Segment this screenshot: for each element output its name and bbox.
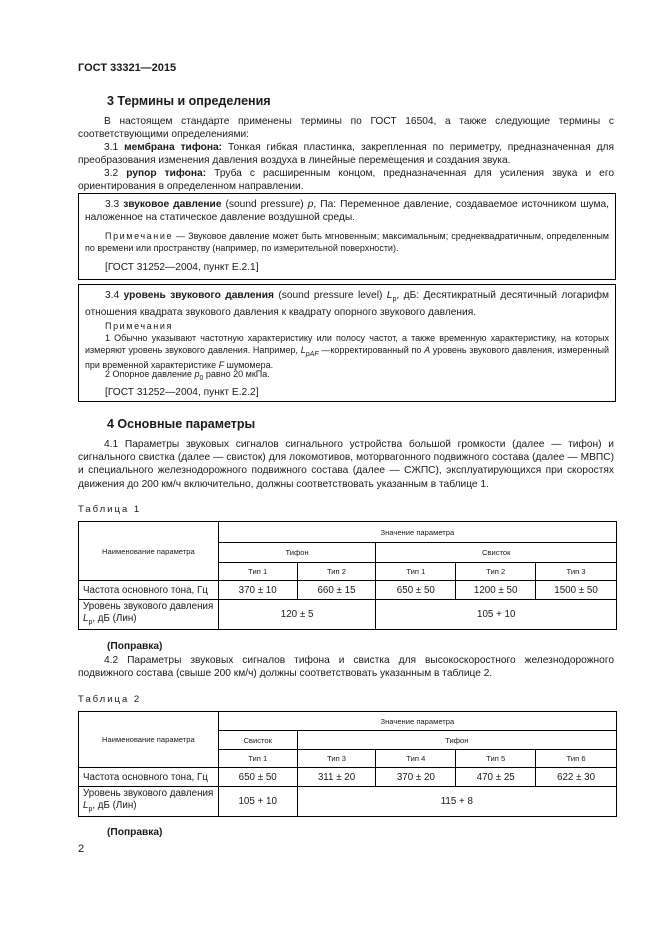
correction-note-2: (Поправка)	[107, 827, 163, 838]
column-header-parameter: Наименование параметра	[79, 712, 219, 768]
table-1	[78, 521, 617, 630]
group-header-whistle: Свисток	[218, 731, 297, 750]
row-label-unit: , дБ (Лин)	[92, 799, 137, 811]
row-label-symbol: L	[83, 799, 89, 811]
table-cell: 650 ± 50	[218, 768, 297, 787]
term-number: 3.2	[104, 168, 119, 179]
term-english: (sound pressure)	[225, 199, 304, 210]
page-number: 2	[78, 843, 85, 855]
term-number: 3.3	[105, 199, 120, 210]
row-label-text: Уровень звукового давления	[83, 600, 214, 612]
table-cell: 1200 ± 50	[456, 581, 536, 600]
table-cell: 370 ± 20	[376, 768, 456, 787]
row-label: Частота основного тона, Гц	[79, 768, 219, 787]
standard-header: ГОСТ 33321—2015	[78, 62, 177, 74]
row-label-symbol: L	[83, 612, 89, 624]
term-3-3-box	[78, 193, 616, 280]
table-cell: 650 ± 50	[376, 581, 456, 600]
term-3-1	[78, 141, 614, 167]
term-definition: Тонкая гибкая пластинка, закрепленная по периметру, предназначенная для преобразования изменения давления воздуха в линейные перемещения и создания звука.	[78, 142, 614, 167]
term-name: рупор тифона:	[126, 168, 207, 179]
group-header-whistle: Свисток	[376, 543, 617, 563]
table-2-caption: Таблица 2	[78, 694, 142, 705]
row-label: Частота основного тона, Гц	[79, 581, 219, 600]
row-label-subscript: p	[88, 618, 93, 626]
type-header: Тип 1	[376, 563, 456, 581]
table-cell: 120 ± 5	[218, 600, 376, 630]
term-symbol: L	[386, 290, 393, 301]
table-1-caption: Таблица 1	[78, 504, 142, 515]
term-definition: , Па: Переменное давление, создаваемое источником шума, наложенное на статическое давление воздушной среды.	[85, 199, 609, 224]
paragraph-4-2-text: 4.2 Параметры звуковых сигналов тифона и свистка для высокоскоростного железнодорожного подвижного состава (свыше 200 км/ч) должны соответствовать указанным в таблице 2.	[78, 655, 614, 680]
type-header: Тип 2	[297, 563, 376, 581]
table-cell: 115 + 8	[297, 787, 616, 817]
term-number: 3.4	[105, 290, 120, 301]
term-3-4-box	[78, 284, 616, 402]
table-cell: 660 ± 15	[297, 581, 376, 600]
term-symbol-subscript: p	[392, 296, 397, 304]
type-header: Тип 1	[218, 750, 297, 768]
note-2-text-b: равно 20 мкПа.	[203, 369, 270, 379]
table-row	[79, 768, 617, 787]
row-label-unit: , дБ (Лин)	[92, 612, 137, 624]
section-4-title: 4 Основные параметры	[107, 417, 256, 431]
table-cell: 105 + 10	[218, 787, 297, 817]
term-3-3-note	[85, 231, 609, 254]
note-1	[85, 333, 609, 371]
column-header-value: Значение параметра	[218, 522, 616, 543]
table-row	[79, 787, 617, 817]
note-1-text-c: уровень звукового давления, измеренный при временной характеристике	[85, 344, 609, 370]
term-name: уровень звукового давления	[123, 290, 274, 301]
type-header: Тип 3	[297, 750, 376, 768]
term-definition: Труба с расширенным концом, предназначенная для усиления звука и его ориентирования в определенном направлении.	[78, 168, 614, 193]
paragraph-4-2	[78, 654, 614, 680]
term-3-3-reference: [ГОСТ 31252—2004, пункт Е.2.1]	[105, 262, 259, 273]
note-text: — Звуковое давление может быть мгновенным; максимальным; среднеквадратичным, определенным по времени или пространству (например, по измерительной поверхности).	[85, 231, 609, 253]
table-2	[78, 711, 617, 817]
note-1-symbol-subscript: pAF	[305, 350, 319, 358]
term-definition: , дБ: Десятикратный десятичный логарифм отношения квадрата звукового давления к квадрату опорного звукового давления.	[85, 290, 609, 319]
table-cell: 311 ± 20	[297, 768, 376, 787]
note-1-text-b: —корректированный по	[318, 344, 422, 355]
note-2-symbol-subscript: 0	[199, 374, 204, 382]
term-english: (sound pressure level)	[278, 290, 383, 301]
type-header: Тип 3	[536, 563, 617, 581]
note-1-symbol: L	[300, 344, 306, 355]
table-row	[79, 581, 617, 600]
note-2	[105, 369, 270, 384]
type-header: Тип 2	[456, 563, 536, 581]
note-1-weighting-a: A	[424, 344, 431, 355]
term-name: звуковое давление	[123, 199, 222, 210]
term-number: 3.1	[104, 142, 119, 153]
column-header-parameter: Наименование параметра	[79, 522, 219, 581]
paragraph-4-1-text: 4.1 Параметры звуковых сигналов сигнального устройства большой громкости (далее — тифон) и сигнального свистка (далее — свисток) для локомотивов, моторвагонного подвижного состава (далее — МВПС) и специального железнодорожного подвижного состава (далее — СЖПС), эксплуатирующихся при скоростях движения до 200 км/ч включительно, должны соответствовать указанным в таблице 1.	[78, 439, 614, 490]
group-header-typhon: Тифон	[218, 543, 376, 563]
term-symbol: p	[307, 199, 314, 210]
section-3-title: 3 Термины и определения	[107, 94, 271, 108]
row-label	[79, 787, 219, 817]
type-header: Тип 6	[536, 750, 617, 768]
term-name: мембрана тифона:	[124, 142, 223, 153]
row-label	[79, 600, 219, 630]
table-cell: 470 ± 25	[456, 768, 536, 787]
note-1-text-a: 1 Обычно указывают частотную характеристику или полосу частот, а также временную характеристику, на которых измеряют уровень звукового давления. Например,	[85, 333, 609, 355]
row-label-subscript: p	[88, 805, 93, 813]
type-header: Тип 5	[456, 750, 536, 768]
type-header: Тип 1	[218, 563, 297, 581]
table-cell: 105 + 10	[376, 600, 617, 630]
correction-note-1: (Поправка)	[107, 641, 163, 652]
note-2-symbol: p	[194, 369, 200, 379]
note-1-text-d: шумомера.	[224, 359, 274, 370]
table-cell: 622 ± 30	[536, 768, 617, 787]
paragraph-4-1	[78, 438, 614, 491]
note-label: Примечание	[105, 231, 174, 241]
row-label-text: Уровень звукового давления	[83, 787, 214, 799]
term-3-4	[85, 289, 609, 319]
note-1-time-f: F	[218, 359, 225, 370]
table-cell: 370 ± 10	[218, 581, 297, 600]
term-3-2	[78, 167, 614, 193]
type-header: Тип 4	[376, 750, 456, 768]
term-3-4-reference: [ГОСТ 31252—2004, пункт Е.2.2]	[105, 387, 259, 398]
column-header-value: Значение параметра	[218, 712, 616, 731]
group-header-typhon: Тифон	[297, 731, 616, 750]
note-2-text-a: 2 Опорное давление	[105, 369, 192, 379]
table-row	[79, 600, 617, 630]
intro-text: В настоящем стандарте применены термины по ГОСТ 16504, а также следующие термины с соответствующими определениями:	[78, 116, 614, 141]
table-cell: 1500 ± 50	[536, 581, 617, 600]
notes-label: Примечания	[105, 321, 173, 331]
term-3-3	[85, 198, 609, 224]
section-3-intro	[78, 115, 614, 141]
